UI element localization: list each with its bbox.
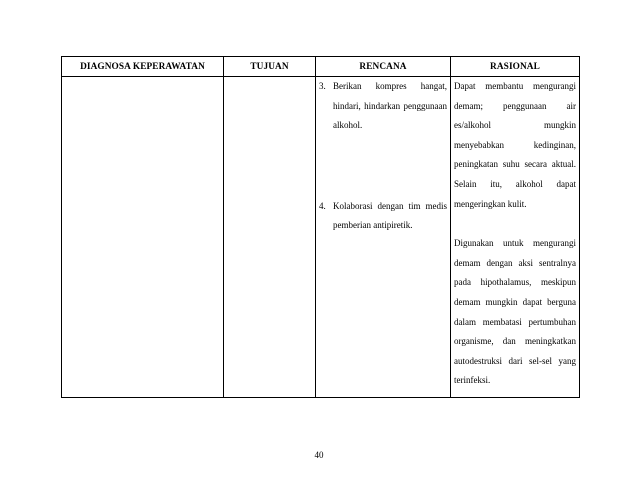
header-rencana: RENCANA <box>316 57 451 77</box>
rencana-item-text: Kolaborasi dengan tim medis pemberian antipiretik. <box>333 200 447 231</box>
rasional-cell <box>451 77 580 398</box>
diagnosa-cell <box>62 77 224 398</box>
rasional-item: Dapat membantu mengurangi demam; penggunaan air es/alkohol mungkin menyebabkan kedinginan, peningkatan suhu secara aktual. Selain itu, alkohol dapat mengeringkan kulit. <box>454 81 576 209</box>
page-number: 40 <box>314 450 324 460</box>
rencana-cell <box>316 77 451 398</box>
table-row <box>62 77 580 398</box>
header-diagnosa: DIAGNOSA KEPERAWATAN <box>62 57 224 77</box>
nursing-care-plan-table <box>61 56 580 398</box>
header-tujuan: TUJUAN <box>224 57 316 77</box>
rasional-item: Digunakan untuk mengurangi demam dengan aksi sentralnya pada hipothalamus, meskipun demam mungkin dapat berguna dalam membatasi pertumbuhan organisme, dan meningkatkan autodestruksi dari sel-sel yang terinfeksi. <box>454 238 576 386</box>
tujuan-cell <box>224 77 316 398</box>
rencana-item-text: Berikan kompres hangat, hindari, hindarkan penggunaan alkohol. <box>333 81 447 131</box>
rencana-item-number: 4. <box>319 200 326 211</box>
header-row <box>62 57 580 77</box>
rencana-item <box>319 77 447 136</box>
rencana-item <box>319 197 447 236</box>
rencana-item-number: 3. <box>319 81 326 91</box>
header-rasional: RASIONAL <box>451 57 580 77</box>
